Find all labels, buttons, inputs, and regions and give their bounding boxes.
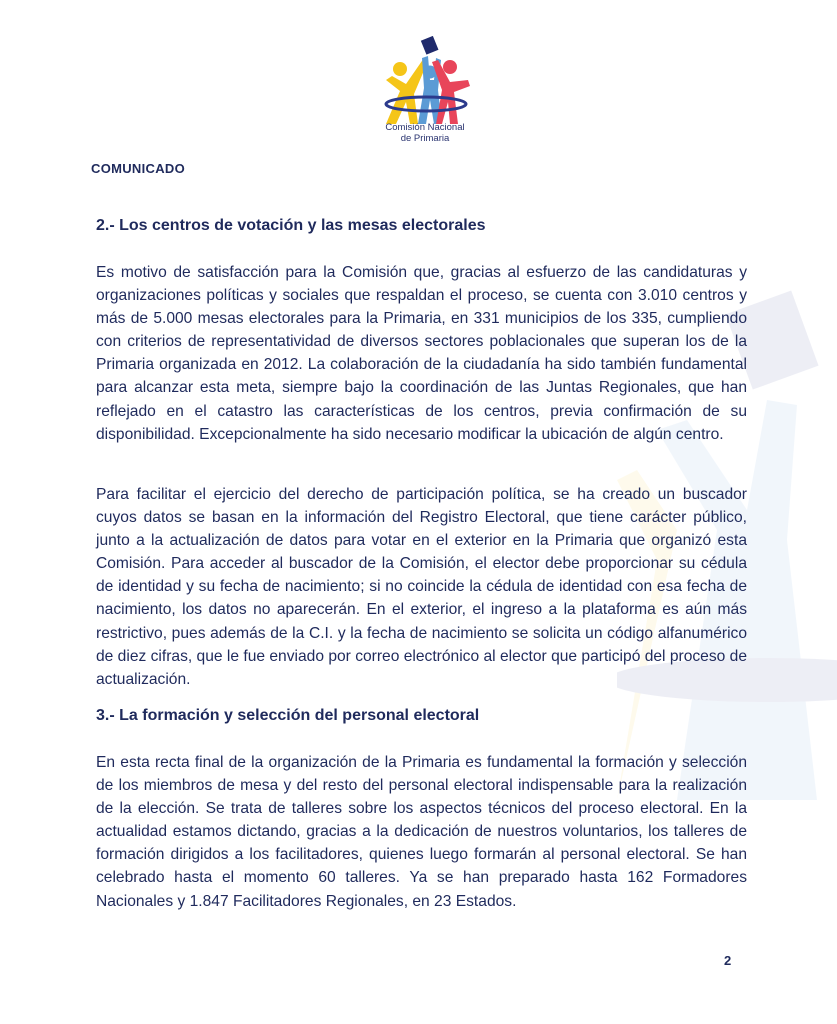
page-number: 2: [724, 953, 732, 968]
document-type-label: COMUNICADO: [91, 161, 185, 176]
logo-name-line2: de Primaria: [400, 133, 450, 144]
section-title-formacion: 3.- La formación y selección del personal electoral: [96, 707, 480, 724]
paragraph-centros-1: Es motivo de satisfacción para la Comisión que, gracias al esfuerzo de las candidaturas y organizaciones políticas y sociales que respaldan el proceso, se cuenta con 3.010 centros y más de 5.000 mesas electorales para la Primaria, en 331 municipios de los 335, cumpliendo con criterios de representatividad de diversos sectores poblacionales que superan los de la Primaria organizada en 2012. La colaboración de la ciudadanía ha sido también fundamental para alcanzar esta meta, siempre bajo la coordinación de las Juntas Regionales, que han reflejado en el catastro las características de los centros, previa confirmación de su disponibilidad. Excepcionalmente ha sido necesario modificar la ubicación de algún centro.: [96, 264, 747, 443]
logo-caption: [360, 122, 490, 144]
logo-figures-icon: [378, 36, 474, 126]
paragraph-centros-2: Para facilitar el ejercicio del derecho de participación política, se ha creado un buscador cuyos datos se basan en la información del Registro Electoral, que tiene carácter público, junto a la actualización de datos para votar en el exterior en la Primaria que organizó esta Comisión. Para acceder al buscador de la Comisión, el elector debe proporcionar su cédula de identidad y su fecha de nacimiento; si no coincide la cédula de identidad con esa fecha de nacimiento, los datos no aparecerán. En el exterior, el ingreso a la plataforma es aún más restrictivo, pues además de la C.I. y la fecha de nacimiento se solicita un código alfanumérico de diez cifras, que le fue enviado por correo electrónico al elector que participó del proceso de actualización.: [96, 486, 747, 688]
paragraph-formacion-1: En esta recta final de la organización de la Primaria es fundamental la formación y selección de los miembros de mesa y del resto del personal electoral indispensable para la realización de la elección. Se trata de talleres sobre los aspectos técnicos del proceso electoral. En la actualidad estamos dictando, gracias a la dedicación de nuestros voluntarios, los talleres de formación dirigidos a los facilitadores, quienes luego formarán al personal electoral. Se han celebrado hasta el momento 60 talleres. Ya se han preparado hasta 162 Formadores Nacionales y 1.847 Facilitadores Regionales, en 23 Estados.: [96, 754, 747, 910]
section-title-centros: 2.- Los centros de votación y las mesas electorales: [96, 217, 486, 234]
logo-name-line1: Comisión Nacional: [385, 122, 465, 133]
